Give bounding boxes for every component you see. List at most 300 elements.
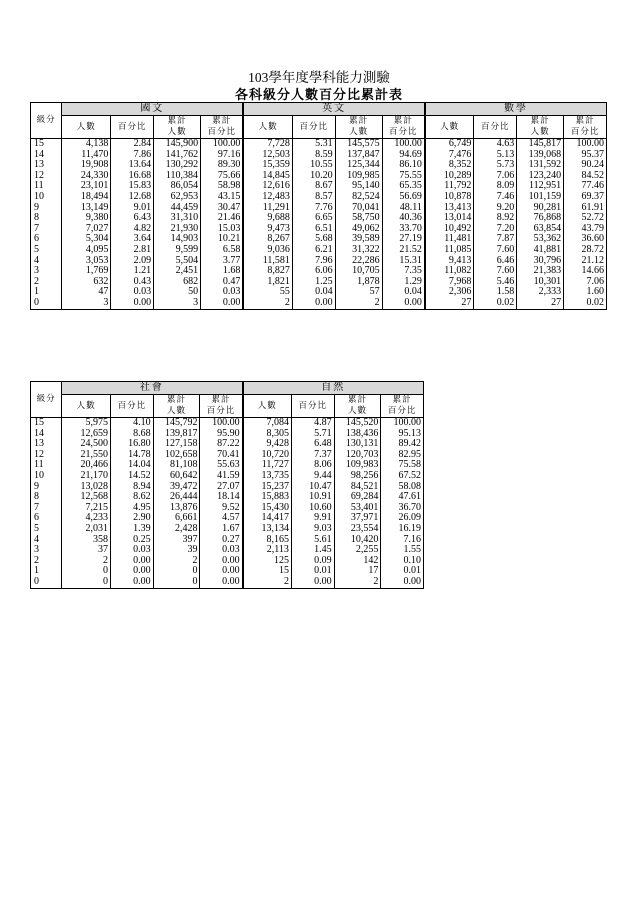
level-cell: 6 xyxy=(31,234,62,245)
value-cell: 11,085 xyxy=(425,245,474,256)
value-cell: 110,384 xyxy=(154,171,201,182)
value-cell: 10.20 xyxy=(292,171,335,182)
value-cell: 7,968 xyxy=(425,277,474,288)
value-cell: 0.00 xyxy=(200,566,243,577)
value-cell: 0.43 xyxy=(111,277,154,288)
value-cell: 75.66 xyxy=(201,171,244,182)
value-cell: 55 xyxy=(243,287,292,298)
level-cell: 11 xyxy=(31,181,62,192)
level-header: 級分 xyxy=(31,382,62,418)
value-cell: 0.00 xyxy=(200,577,243,588)
value-cell: 6.43 xyxy=(111,213,154,224)
value-cell: 5,304 xyxy=(62,234,111,245)
value-cell: 95.13 xyxy=(381,429,424,440)
value-cell: 6.65 xyxy=(292,213,335,224)
value-cell: 3 xyxy=(62,298,111,309)
value-cell: 8.92 xyxy=(474,213,517,224)
value-cell: 0.25 xyxy=(111,535,154,546)
value-cell: 6.21 xyxy=(292,245,335,256)
value-cell: 97.16 xyxy=(201,150,244,161)
value-cell: 4.63 xyxy=(474,139,517,150)
value-cell: 1,821 xyxy=(243,277,292,288)
value-cell: 3.77 xyxy=(201,256,244,267)
value-cell: 0.00 xyxy=(111,577,154,588)
value-cell: 1.39 xyxy=(111,524,154,535)
level-cell: 4 xyxy=(31,256,62,267)
value-cell: 9,380 xyxy=(62,213,111,224)
value-cell: 130,292 xyxy=(154,160,201,171)
value-cell: 0 xyxy=(62,577,111,588)
value-cell: 131,592 xyxy=(517,160,564,171)
value-cell: 69.37 xyxy=(564,192,607,203)
subject-header: 英文 xyxy=(243,103,425,116)
value-cell: 23,554 xyxy=(334,524,381,535)
column-header: 百分比 xyxy=(111,395,154,418)
value-cell: 58.08 xyxy=(381,482,424,493)
value-cell: 53,401 xyxy=(334,503,381,514)
level-cell: 13 xyxy=(31,439,62,450)
value-cell: 14.66 xyxy=(564,266,607,277)
level-cell: 12 xyxy=(31,450,62,461)
value-cell: 4.10 xyxy=(111,418,154,429)
value-cell: 9.44 xyxy=(291,471,334,482)
column-header: 人數 xyxy=(425,116,474,139)
value-cell: 100.00 xyxy=(564,139,607,150)
column-header: 累計 百分比 xyxy=(382,116,425,139)
value-cell: 100.00 xyxy=(381,418,424,429)
value-cell: 56.69 xyxy=(382,192,425,203)
value-cell: 2.84 xyxy=(111,139,154,150)
value-cell: 0.47 xyxy=(201,277,244,288)
value-cell: 0.03 xyxy=(200,545,243,556)
value-cell: 27.07 xyxy=(200,482,243,493)
value-cell: 16.80 xyxy=(111,439,154,450)
table-row xyxy=(31,298,607,309)
score-table-1 xyxy=(30,102,607,310)
value-cell: 2,428 xyxy=(153,524,200,535)
subject-header: 社會 xyxy=(62,382,243,395)
value-cell: 10.60 xyxy=(291,503,334,514)
value-cell: 1.58 xyxy=(474,287,517,298)
column-header: 百分比 xyxy=(111,116,154,139)
value-cell: 36.70 xyxy=(381,503,424,514)
value-cell: 8,267 xyxy=(243,234,292,245)
value-cell: 145,817 xyxy=(517,139,564,150)
value-cell: 36.60 xyxy=(564,234,607,245)
value-cell: 0 xyxy=(153,577,200,588)
value-cell: 0.00 xyxy=(111,566,154,577)
value-cell: 7.96 xyxy=(292,256,335,267)
value-cell: 101,159 xyxy=(517,192,564,203)
level-cell: 0 xyxy=(31,298,62,309)
value-cell: 10.55 xyxy=(292,160,335,171)
column-header: 累計 百分比 xyxy=(381,395,424,418)
value-cell: 6.46 xyxy=(474,256,517,267)
value-cell: 7.20 xyxy=(474,224,517,235)
value-cell: 9.03 xyxy=(291,524,334,535)
value-cell: 14.52 xyxy=(111,471,154,482)
value-cell: 1.25 xyxy=(292,277,335,288)
value-cell: 47.61 xyxy=(381,492,424,503)
value-cell: 5.61 xyxy=(291,535,334,546)
column-header: 累計 百分比 xyxy=(564,116,607,139)
value-cell: 5.68 xyxy=(292,234,335,245)
value-cell: 13,149 xyxy=(62,203,111,214)
value-cell: 86.10 xyxy=(382,160,425,171)
value-cell: 109,985 xyxy=(335,171,382,182)
value-cell: 5.46 xyxy=(474,277,517,288)
value-cell: 3.64 xyxy=(111,234,154,245)
value-cell: 7,215 xyxy=(62,503,111,514)
value-cell: 20,466 xyxy=(62,460,111,471)
value-cell: 89.30 xyxy=(201,160,244,171)
value-cell: 1,769 xyxy=(62,266,111,277)
value-cell: 0.04 xyxy=(382,287,425,298)
value-cell: 0.00 xyxy=(381,577,424,588)
value-cell: 15.03 xyxy=(201,224,244,235)
table-row xyxy=(31,471,424,482)
value-cell: 11,470 xyxy=(62,150,111,161)
level-cell: 3 xyxy=(31,545,62,556)
value-cell: 21.52 xyxy=(382,245,425,256)
value-cell: 22,286 xyxy=(335,256,382,267)
table-row xyxy=(31,418,424,429)
value-cell: 52.72 xyxy=(564,213,607,224)
value-cell: 39,472 xyxy=(153,482,200,493)
level-cell: 14 xyxy=(31,150,62,161)
value-cell: 8,305 xyxy=(243,429,292,440)
value-cell: 8.68 xyxy=(111,429,154,440)
level-cell: 5 xyxy=(31,245,62,256)
value-cell: 90.24 xyxy=(564,160,607,171)
value-cell: 14,845 xyxy=(243,171,292,182)
value-cell: 1.29 xyxy=(382,277,425,288)
value-cell: 397 xyxy=(153,535,200,546)
value-cell: 123,240 xyxy=(517,171,564,182)
value-cell: 84,521 xyxy=(334,482,381,493)
value-cell: 4,138 xyxy=(62,139,111,150)
value-cell: 2,113 xyxy=(243,545,292,556)
table-row xyxy=(31,192,607,203)
value-cell: 2.90 xyxy=(111,513,154,524)
value-cell: 11,481 xyxy=(425,234,474,245)
value-cell: 27 xyxy=(517,298,564,309)
value-cell: 70.41 xyxy=(200,450,243,461)
value-cell: 10.91 xyxy=(291,492,334,503)
value-cell: 139,068 xyxy=(517,150,564,161)
value-cell: 21,383 xyxy=(517,266,564,277)
value-cell: 100.00 xyxy=(200,418,243,429)
value-cell: 15 xyxy=(243,566,292,577)
value-cell: 10,492 xyxy=(425,224,474,235)
value-cell: 2 xyxy=(334,577,381,588)
level-cell: 1 xyxy=(31,287,62,298)
value-cell: 15,430 xyxy=(243,503,292,514)
value-cell: 41,881 xyxy=(517,245,564,256)
value-cell: 98,256 xyxy=(334,471,381,482)
value-cell: 28.72 xyxy=(564,245,607,256)
subject-header: 自然 xyxy=(243,382,424,395)
value-cell: 21.46 xyxy=(201,213,244,224)
value-cell: 17 xyxy=(334,566,381,577)
subject-header: 國文 xyxy=(62,103,244,116)
value-cell: 15.83 xyxy=(111,181,154,192)
value-cell: 0.02 xyxy=(474,298,517,309)
table-row xyxy=(31,524,424,535)
value-cell: 4,095 xyxy=(62,245,111,256)
value-cell: 2 xyxy=(335,298,382,309)
value-cell: 7.60 xyxy=(474,266,517,277)
value-cell: 14.78 xyxy=(111,450,154,461)
value-cell: 1.21 xyxy=(111,266,154,277)
column-header: 人數 xyxy=(243,116,292,139)
value-cell: 7.37 xyxy=(291,450,334,461)
value-cell: 23,101 xyxy=(62,181,111,192)
value-cell: 31,310 xyxy=(154,213,201,224)
value-cell: 0.27 xyxy=(200,535,243,546)
level-cell: 0 xyxy=(31,577,62,588)
value-cell: 0.00 xyxy=(201,298,244,309)
value-cell: 95.90 xyxy=(200,429,243,440)
value-cell: 9.52 xyxy=(200,503,243,514)
value-cell: 12,568 xyxy=(62,492,111,503)
level-cell: 3 xyxy=(31,266,62,277)
column-header: 累計 人數 xyxy=(334,395,381,418)
value-cell: 9,036 xyxy=(243,245,292,256)
value-cell: 10.21 xyxy=(201,234,244,245)
value-cell: 47 xyxy=(62,287,111,298)
column-header: 累計 人數 xyxy=(154,116,201,139)
value-cell: 11,581 xyxy=(243,256,292,267)
value-cell: 10,878 xyxy=(425,192,474,203)
level-cell: 9 xyxy=(31,482,62,493)
level-cell: 9 xyxy=(31,203,62,214)
value-cell: 8,165 xyxy=(243,535,292,546)
value-cell: 27.19 xyxy=(382,234,425,245)
value-cell: 9,428 xyxy=(243,439,292,450)
value-cell: 0.01 xyxy=(381,566,424,577)
value-cell: 0.09 xyxy=(291,556,334,567)
value-cell: 141,762 xyxy=(154,150,201,161)
value-cell: 1,878 xyxy=(335,277,382,288)
level-header: 級分 xyxy=(31,103,62,139)
value-cell: 6.58 xyxy=(201,245,244,256)
value-cell: 10,301 xyxy=(517,277,564,288)
value-cell: 39,589 xyxy=(335,234,382,245)
value-cell: 9.91 xyxy=(291,513,334,524)
value-cell: 61.91 xyxy=(564,203,607,214)
value-cell: 2,031 xyxy=(62,524,111,535)
value-cell: 109,983 xyxy=(334,460,381,471)
value-cell: 26.09 xyxy=(381,513,424,524)
level-cell: 6 xyxy=(31,513,62,524)
value-cell: 75.58 xyxy=(381,460,424,471)
value-cell: 10.47 xyxy=(291,482,334,493)
value-cell: 2,255 xyxy=(334,545,381,556)
value-cell: 5,504 xyxy=(154,256,201,267)
value-cell: 37 xyxy=(62,545,111,556)
column-header: 累計 百分比 xyxy=(200,395,243,418)
value-cell: 48.11 xyxy=(382,203,425,214)
value-cell: 7.86 xyxy=(111,150,154,161)
value-cell: 11,792 xyxy=(425,181,474,192)
value-cell: 2.81 xyxy=(111,245,154,256)
value-cell: 0 xyxy=(153,566,200,577)
level-cell: 1 xyxy=(31,566,62,577)
value-cell: 2 xyxy=(153,556,200,567)
value-cell: 14,417 xyxy=(243,513,292,524)
value-cell: 12,483 xyxy=(243,192,292,203)
value-cell: 65.35 xyxy=(382,181,425,192)
value-cell: 9,688 xyxy=(243,213,292,224)
value-cell: 125 xyxy=(243,556,292,567)
value-cell: 1.55 xyxy=(381,545,424,556)
value-cell: 127,158 xyxy=(153,439,200,450)
level-cell: 11 xyxy=(31,460,62,471)
value-cell: 15,359 xyxy=(243,160,292,171)
value-cell: 100.00 xyxy=(201,139,244,150)
value-cell: 69,284 xyxy=(334,492,381,503)
value-cell: 13,134 xyxy=(243,524,292,535)
value-cell: 2.09 xyxy=(111,256,154,267)
level-cell: 15 xyxy=(31,139,62,150)
value-cell: 53,362 xyxy=(517,234,564,245)
level-cell: 15 xyxy=(31,418,62,429)
value-cell: 13,014 xyxy=(425,213,474,224)
value-cell: 5.13 xyxy=(474,150,517,161)
value-cell: 13,028 xyxy=(62,482,111,493)
value-cell: 0.00 xyxy=(111,556,154,567)
table-row xyxy=(31,139,607,150)
value-cell: 8.94 xyxy=(111,482,154,493)
value-cell: 87.22 xyxy=(200,439,243,450)
value-cell: 10,420 xyxy=(334,535,381,546)
value-cell: 8.62 xyxy=(111,492,154,503)
value-cell: 15,237 xyxy=(243,482,292,493)
value-cell: 7.06 xyxy=(564,277,607,288)
value-cell: 682 xyxy=(154,277,201,288)
value-cell: 2,333 xyxy=(517,287,564,298)
level-cell: 2 xyxy=(31,556,62,567)
value-cell: 4.87 xyxy=(291,418,334,429)
level-cell: 13 xyxy=(31,160,62,171)
value-cell: 12,659 xyxy=(62,429,111,440)
value-cell: 0.03 xyxy=(111,287,154,298)
value-cell: 0.03 xyxy=(111,545,154,556)
value-cell: 1.67 xyxy=(200,524,243,535)
value-cell: 0.00 xyxy=(111,298,154,309)
value-cell: 43.15 xyxy=(201,192,244,203)
column-header: 百分比 xyxy=(474,116,517,139)
value-cell: 12.68 xyxy=(111,192,154,203)
value-cell: 75.55 xyxy=(382,171,425,182)
value-cell: 145,575 xyxy=(335,139,382,150)
subject-header: 數學 xyxy=(425,103,607,116)
table-body xyxy=(31,139,607,310)
value-cell: 8.06 xyxy=(291,460,334,471)
value-cell: 3,053 xyxy=(62,256,111,267)
value-cell: 10,705 xyxy=(335,266,382,277)
value-cell: 7.87 xyxy=(474,234,517,245)
value-cell: 0 xyxy=(62,566,111,577)
value-cell: 24,330 xyxy=(62,171,111,182)
value-cell: 16.19 xyxy=(381,524,424,535)
value-cell: 21,930 xyxy=(154,224,201,235)
value-cell: 8.57 xyxy=(292,192,335,203)
value-cell: 8,827 xyxy=(243,266,292,277)
level-cell: 4 xyxy=(31,535,62,546)
value-cell: 82.95 xyxy=(381,450,424,461)
value-cell: 7,027 xyxy=(62,224,111,235)
value-cell: 0.00 xyxy=(200,556,243,567)
value-cell: 27 xyxy=(425,298,474,309)
value-cell: 145,792 xyxy=(153,418,200,429)
value-cell: 0.02 xyxy=(564,298,607,309)
column-header: 百分比 xyxy=(291,395,334,418)
value-cell: 11,727 xyxy=(243,460,292,471)
document-subtitle: 各科級分人數百分比累計表 xyxy=(234,87,403,102)
value-cell: 5.31 xyxy=(292,139,335,150)
value-cell: 9.20 xyxy=(474,203,517,214)
value-cell: 358 xyxy=(62,535,111,546)
value-cell: 84.52 xyxy=(564,171,607,182)
level-cell: 8 xyxy=(31,213,62,224)
value-cell: 9,473 xyxy=(243,224,292,235)
level-cell: 8 xyxy=(31,492,62,503)
value-cell: 9,413 xyxy=(425,256,474,267)
value-cell: 6,661 xyxy=(153,513,200,524)
value-cell: 26,444 xyxy=(153,492,200,503)
value-cell: 7.06 xyxy=(474,171,517,182)
column-header: 累計 人數 xyxy=(517,116,564,139)
value-cell: 6,749 xyxy=(425,139,474,150)
value-cell: 70,041 xyxy=(335,203,382,214)
value-cell: 7.16 xyxy=(381,535,424,546)
value-cell: 2,306 xyxy=(425,287,474,298)
value-cell: 58.98 xyxy=(201,181,244,192)
value-cell: 3 xyxy=(154,298,201,309)
column-header: 累計 人數 xyxy=(335,116,382,139)
value-cell: 2 xyxy=(243,298,292,309)
value-cell: 30,796 xyxy=(517,256,564,267)
level-cell: 7 xyxy=(31,224,62,235)
value-cell: 7.76 xyxy=(292,203,335,214)
value-cell: 90,281 xyxy=(517,203,564,214)
document-title: 103學年度學科能力測驗 xyxy=(248,70,390,85)
value-cell: 9.01 xyxy=(111,203,154,214)
value-cell: 4,233 xyxy=(62,513,111,524)
value-cell: 37,971 xyxy=(334,513,381,524)
column-header: 累計 百分比 xyxy=(201,116,244,139)
value-cell: 102,658 xyxy=(153,450,200,461)
value-cell: 77.46 xyxy=(564,181,607,192)
value-cell: 13,735 xyxy=(243,471,292,482)
value-cell: 7,476 xyxy=(425,150,474,161)
column-header: 人數 xyxy=(62,395,111,418)
value-cell: 0.00 xyxy=(291,577,334,588)
value-cell: 11,291 xyxy=(243,203,292,214)
value-cell: 5.73 xyxy=(474,160,517,171)
value-cell: 43.79 xyxy=(564,224,607,235)
value-cell: 0.01 xyxy=(291,566,334,577)
value-cell: 2 xyxy=(243,577,292,588)
column-header: 人數 xyxy=(243,395,292,418)
value-cell: 4.82 xyxy=(111,224,154,235)
value-cell: 95.37 xyxy=(564,150,607,161)
value-cell: 130,131 xyxy=(334,439,381,450)
value-cell: 139,817 xyxy=(153,429,200,440)
value-cell: 10,720 xyxy=(243,450,292,461)
